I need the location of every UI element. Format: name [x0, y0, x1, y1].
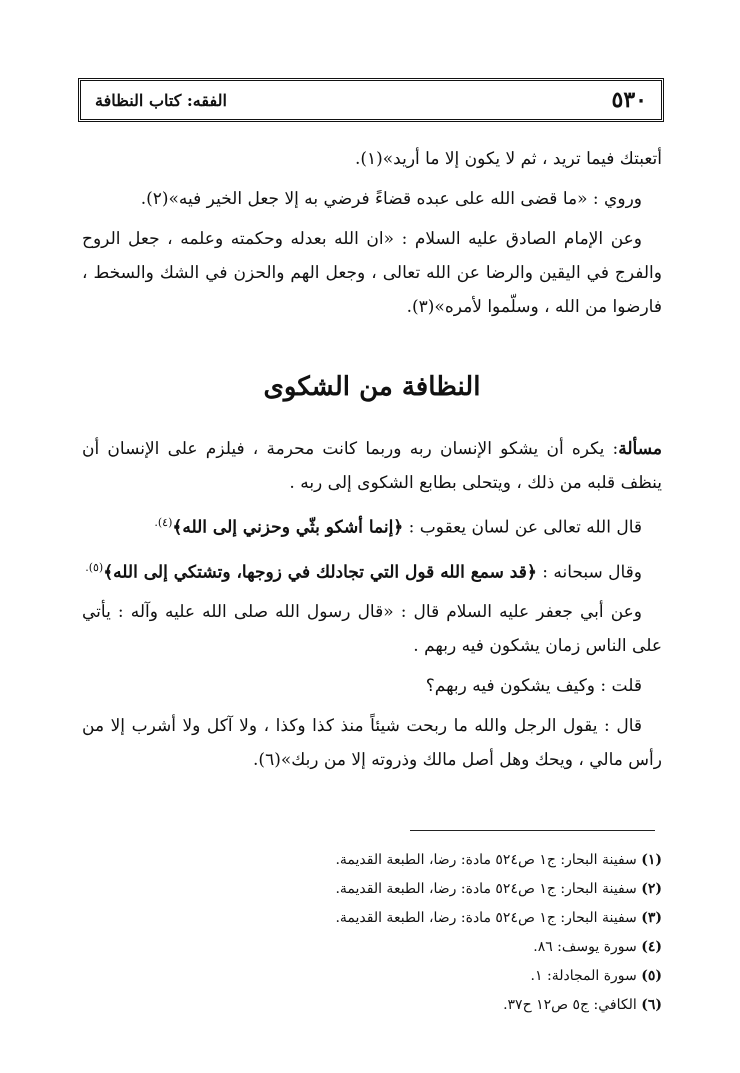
quran-quote: ﴿قد سمع الله قول التي تجادلك في زوجها، وتشتكي إلى الله﴾	[103, 562, 537, 583]
page-number: ٥٣٠	[611, 87, 647, 113]
text: قال الله تعالى عن لسان يعقوب :	[403, 517, 642, 538]
footnote-number: (١)	[641, 852, 662, 868]
main-body	[82, 432, 662, 777]
footnote-number: (٣)	[641, 910, 662, 926]
footnote-text: سورة يوسف: ٨٦.	[533, 939, 637, 955]
section-heading: النظافة من الشكوى	[263, 372, 481, 402]
footnote-divider	[410, 830, 655, 831]
quran-quote: ﴿إنما أشكو بثّي وحزني إلى الله﴾	[172, 517, 404, 538]
footnote	[82, 962, 662, 991]
footnote	[82, 904, 662, 933]
footnote-number: (٤)	[641, 939, 662, 955]
footnotes	[82, 846, 662, 1020]
footnote	[82, 875, 662, 904]
footnote-ref: (٤).	[154, 516, 173, 529]
paragraph	[82, 551, 662, 590]
footnote	[82, 846, 662, 875]
text: وقال سبحانه :	[536, 562, 642, 583]
paragraph	[82, 506, 662, 545]
footnote-number: (٥)	[641, 968, 662, 984]
footnote-text: سورة المجادلة: ١.	[530, 968, 637, 984]
masala-text: : يكره أن يشكو الإنسان ربه وربما كانت محرمة ، فيلزم على الإنسان أن ينظف قلبه من ذلك ، ويتحلى بطابع الشكوى إلى ربه .	[82, 439, 662, 493]
footnote-number: (٦)	[641, 997, 662, 1013]
footnote	[82, 933, 662, 962]
running-title: الفقه: كتاب النظافة	[95, 90, 227, 110]
footnote-text: سفينة البحار: ج١ ص٥٢٤ مادة: رضا، الطبعة القديمة.	[335, 881, 637, 897]
masala-label: مسألة	[618, 439, 662, 459]
page-header	[78, 78, 664, 122]
footnote-ref: (٥).	[85, 560, 104, 574]
paragraph: قال : يقول الرجل والله ما ربحت شيئاً منذ كذا وكذا ، ولا آكل ولا أشرب إلا من رأس مالي ، ويحك وهل أصل مالك وذروته إلا من ربك»(٦).	[82, 716, 662, 771]
footnote-text: سفينة البحار: ج١ ص٥٢٤ مادة: رضا، الطبعة القديمة.	[335, 852, 637, 868]
top-section	[82, 142, 662, 324]
footnote-text: الكافي: ج٥ ص١٢ ح٣٧.	[503, 997, 637, 1013]
footnote-text: سفينة البحار: ج١ ص٥٢٤ مادة: رضا، الطبعة القديمة.	[335, 910, 637, 926]
paragraph: أتعبتك فيما تريد ، ثم لا يكون إلا ما أريد»(١).	[354, 149, 662, 169]
paragraph: وروي : «ما قضى الله على عبده قضاءً فرضي به إلا جعل الخير فيه»(٢).	[140, 189, 642, 209]
footnote-number: (٢)	[641, 881, 662, 897]
footnote	[82, 991, 662, 1020]
paragraph: وعن أبي جعفر عليه السلام قال : «قال رسول الله صلى الله عليه وآله : يأتي على الناس زمان يشكون فيه ربهم .	[82, 602, 662, 657]
paragraph	[82, 432, 662, 500]
paragraph: وعن الإمام الصادق عليه السلام : «ان الله بعدله وحكمته وعلمه ، جعل الروح والفرج في اليقين والرضا عن الله تعالى ، وجعل الهم والحزن في الشك والسخط ، فارضوا من الله ، وسلّموا لأمره»(٣).	[82, 229, 662, 317]
paragraph: قلت : وكيف يشكون فيه ربهم؟	[425, 676, 642, 697]
